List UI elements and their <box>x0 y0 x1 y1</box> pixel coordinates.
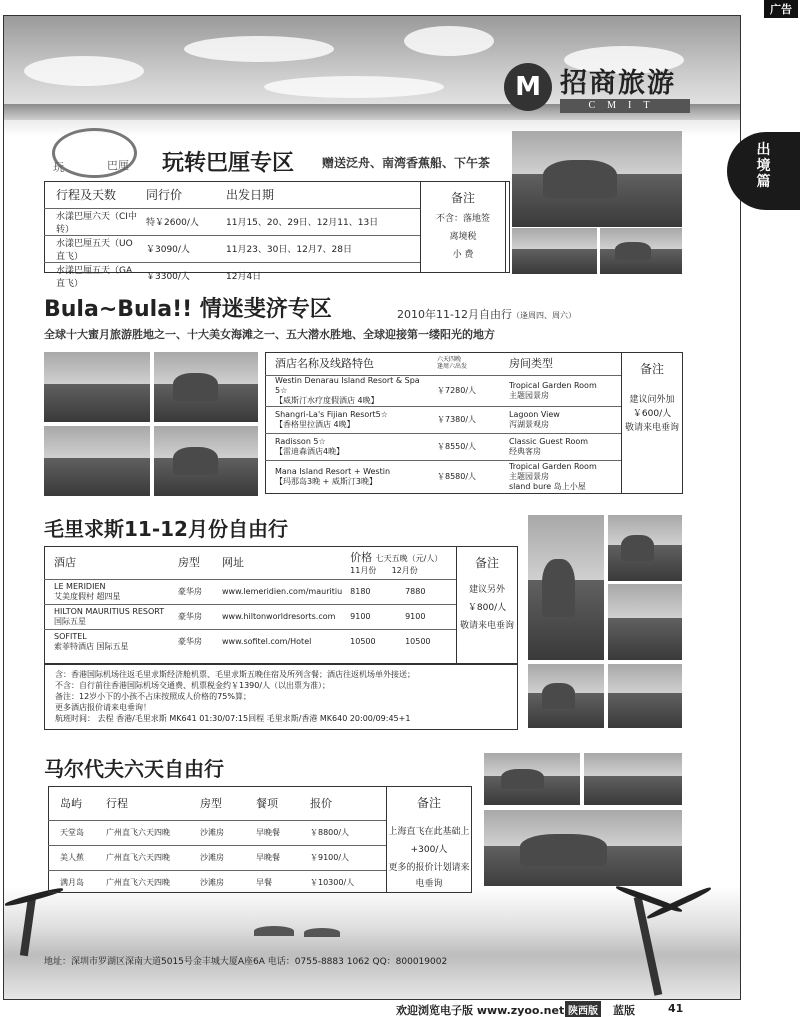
maldives-photo-villa <box>484 810 682 890</box>
cmit-name: 招商旅游 <box>560 68 676 99</box>
fiji-photo-pool <box>154 352 258 422</box>
table-row: Mana Island Resort + Westin 【玛那岛3晚 + 威斯汀3晚】 ￥8580/人 Tropical Garden Room 主题园景房 sland bure 岛上小屋 <box>265 460 621 494</box>
table-row: 满月岛 广州直飞六天四晚 沙滩房 早餐 ￥10300/人 <box>48 870 386 895</box>
mauritius-photo-building <box>608 584 682 660</box>
footer-edition: 蓝版 <box>613 1004 635 1017</box>
maldives-header-route: 行程 <box>106 796 128 810</box>
fiji-header-room: 房间类型 <box>509 357 553 371</box>
umbrella <box>254 926 294 936</box>
bali-note: 备注 不含：落地签 离境税 小 费 <box>420 181 506 273</box>
mauritius-note-header: 备注 <box>474 556 499 570</box>
cmit-mark: M <box>504 63 552 111</box>
maldives-header-room: 房型 <box>200 796 222 810</box>
bali-photo-cliff <box>512 228 597 274</box>
contact-address: 地址：深圳市罗湖区深南大道5015号金丰城大厦A座6A 电话：0755-8883 1062 QQ：800019002 <box>44 957 448 967</box>
beach-scene <box>4 886 740 1000</box>
table-row: 水漾巴厘五天（UO直飞） ￥3090/人 11月23、30日、12月7、28日 <box>44 235 420 262</box>
maldives-note: 备注 上海直飞在此基础上 +300/人 更多的报价计划请来 电垂询 <box>386 786 472 893</box>
footer-badge: 陕西版 <box>565 1001 601 1017</box>
bali-note-header: 备注 <box>450 191 475 205</box>
bali-table <box>44 181 420 289</box>
mauritius-photo-statue <box>528 515 604 660</box>
cloud <box>184 36 334 62</box>
cloud <box>24 56 144 86</box>
maldives-header-meal: 餐项 <box>256 796 278 810</box>
bali-logo <box>52 128 137 178</box>
top-bar <box>0 0 800 16</box>
maldives-title: 马尔代夫六天自由行 <box>44 757 224 781</box>
umbrella <box>304 928 340 937</box>
table-row: SOFITEL 索菲特酒店 国际五星 豪华房 www.sofitel.com/Hotel 10500 10500 <box>44 629 456 654</box>
mauritius-header-price: 价格 七天五晚（元/人） 11月份 12月份 <box>350 550 443 575</box>
palm-tree <box>20 896 36 957</box>
table-row: Shangri-La's Fijian Resort5☆ 【香格里拉酒店 4晚】 ￥7380/人 Lagoon View 泻湖景观房 <box>265 406 621 433</box>
footer-site-link[interactable]: 欢迎浏览电子版 www.zyoo.net <box>396 1004 565 1017</box>
fiji-note: 备注 建议问外加 ￥600/人 敬请来电垂询 <box>621 352 683 494</box>
table-row: Radisson 5☆ 【雷迪森酒店4晚】 ￥8550/人 Classic Guest Room 经典客房 <box>265 433 621 460</box>
mauritius-note: 备注 建议另外 ￥800/人 敬请来电垂询 <box>456 546 518 664</box>
maldives-photo-pier <box>584 753 682 805</box>
maldives-table <box>48 786 386 895</box>
mauritius-terms: 含：香港国际机场往返毛里求斯经济舱机票、毛里求斯五晚住宿及所列含餐；酒店往返机场单外接送； 不含：自行前往香港国际机场交通费、机票税金约￥1390/人（以出票为准）； 备注：12岁小下的小孩不占床按照成人价格的75%算； 更多酒店报价请来电垂询！ 航班时间： 去程 香港/毛里求斯 MK641 01:30/07:15回程 毛里求斯/香港 MK640 20:00/09:45+1 <box>44 664 518 730</box>
fiji-subtitle: 全球十大蜜月旅游胜地之一、十大美女海滩之一、五大潜水胜地、全球迎接第一缕阳光的地方 <box>44 328 495 341</box>
table-row: 水漾巴厘五天（GA直飞） ￥3300/人 12月4日 <box>44 262 420 289</box>
mauritius-photo-temple <box>608 515 682 581</box>
fiji-header-hotel: 酒店名称及线路特色 <box>275 357 374 371</box>
mauritius-header-room: 房型 <box>178 556 200 570</box>
mauritius-header-hotel: 酒店 <box>54 556 76 570</box>
bali-header-price: 同行价 <box>146 187 183 202</box>
maldives-header-island: 岛屿 <box>60 796 82 810</box>
fiji-photo-restaurant <box>44 352 150 422</box>
bali-logo-left: 玩 <box>53 161 64 174</box>
mauritius-header-site: 网址 <box>222 556 244 570</box>
page-number: 41 <box>668 1002 684 1015</box>
bali-title: 玩转巴厘专区 <box>162 151 295 176</box>
maldives-header-price: 报价 <box>310 796 332 810</box>
fiji-note-header: 备注 <box>639 362 664 376</box>
fiji-date: 2010年11-12月自由行（逢周四、周六） <box>397 308 576 321</box>
cloud <box>404 26 494 56</box>
bali-subtitle: 赠送泛舟、南湾香蕉船、下午茶 <box>322 156 491 170</box>
bali-header-route: 行程及天数 <box>56 187 117 202</box>
mauritius-photo-boat <box>608 664 682 728</box>
table-row: 水漾巴厘六天（CI中转） 特￥2600/人 11月15、20、29日、12月11、13日 <box>44 208 420 235</box>
mauritius-photo-hut <box>528 664 604 728</box>
fiji-header-price: 六天四晚 逢周六出发 <box>437 356 468 371</box>
table-row: HILTON MAURITIUS RESORT 国际五星 豪华房 www.hiltonworldresorts.com 9100 9100 <box>44 604 456 629</box>
fiji-photo-lobby <box>44 426 150 496</box>
bali-photo-rock <box>512 131 682 227</box>
ad-label: 广告 <box>764 0 798 18</box>
mauritius-title: 毛里求斯11-12月份自由行 <box>44 517 288 541</box>
fiji-photo-hut <box>154 426 258 496</box>
advert-frame <box>3 15 741 1000</box>
cloud <box>264 76 444 98</box>
palm-leaf <box>615 884 683 914</box>
fiji-table <box>265 352 621 494</box>
bali-header-date: 出发日期 <box>226 187 275 202</box>
cmit-en: CMIT <box>560 99 690 113</box>
maldives-note-header: 备注 <box>416 796 441 810</box>
bali-photo-spa <box>600 228 682 274</box>
mauritius-table <box>44 546 456 654</box>
table-row: Westin Denarau Island Resort & Spa 5☆ 【威斯汀水疗度假酒店 4晚】 ￥7280/人 Tropical Garden Room 主题园景房 <box>265 375 621 406</box>
table-row: LE MERIDIEN 艾美度假村 超四星 豪华房 www.lemeridien.com/mauritiu 8180 7880 <box>44 579 456 604</box>
fiji-title: Bula~Bula!! 情迷斐济专区 <box>44 297 332 322</box>
side-tab-outbound: 出 境 篇 <box>727 132 800 210</box>
page-footer <box>0 999 800 1017</box>
cmit-logo <box>504 61 690 121</box>
bali-logo-right: 巴厘 <box>107 159 129 172</box>
table-row: 美人蕉 广州直飞六天四晚 沙滩房 早晚餐 ￥9100/人 <box>48 845 386 870</box>
table-row: 天堂岛 广州直飞六天四晚 沙滩房 早晚餐 ￥8800/人 <box>48 820 386 845</box>
maldives-photo-divers <box>484 753 580 805</box>
